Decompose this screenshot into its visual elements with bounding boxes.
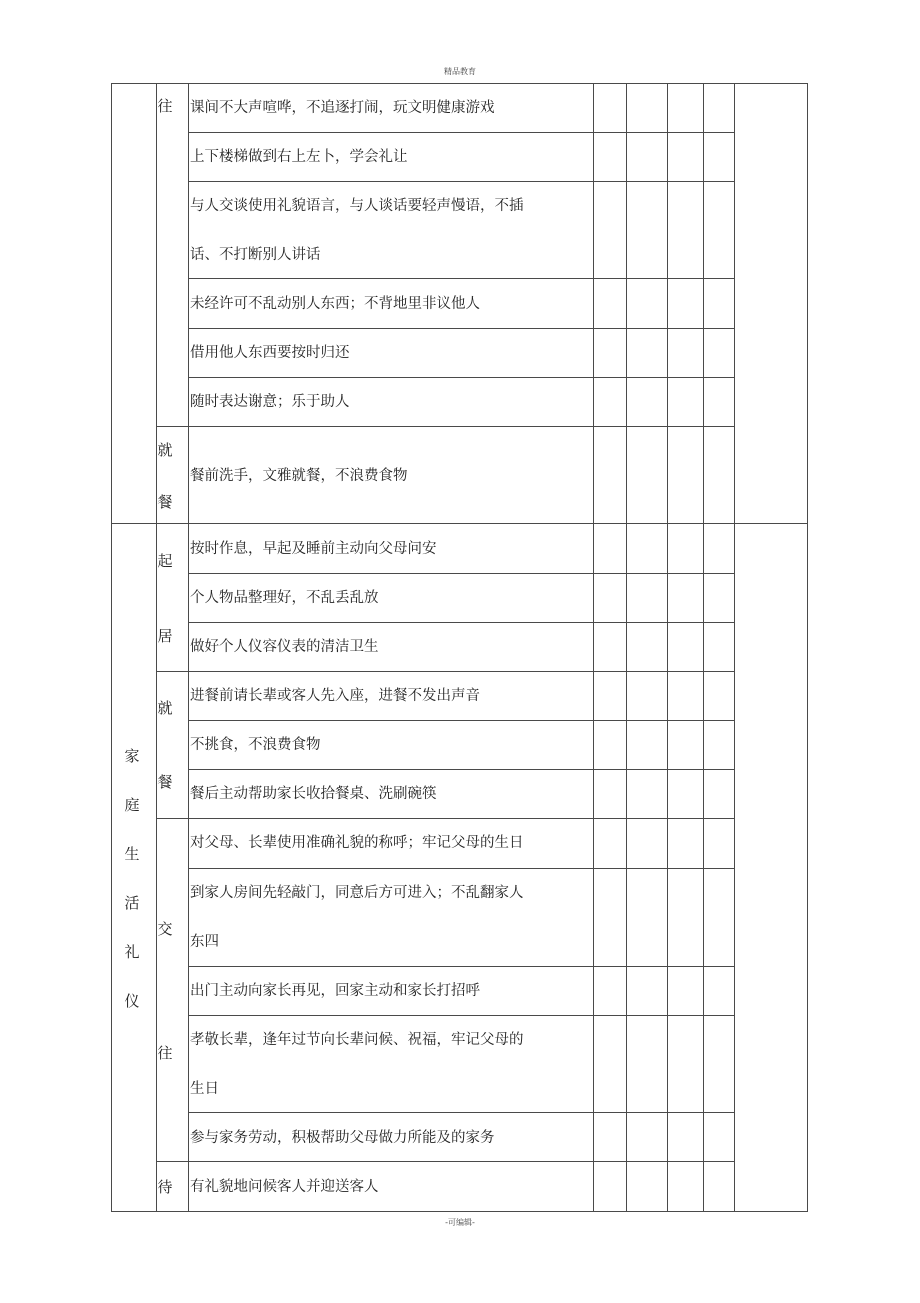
row-text: 出门主动向家长再见，回家主动和家长打招呼: [190, 983, 480, 999]
row-text: 餐后主动帮助家长收拾餐桌、洗刷碗筷: [190, 786, 437, 802]
row-line: [188, 868, 735, 869]
subcategory-jiucan-2: 餐: [157, 493, 173, 511]
row-line: [188, 966, 735, 967]
table-border-bottom: [111, 1211, 808, 1212]
subcategory-jiaowang-2: 往: [157, 1044, 173, 1062]
subcategory-qiju-1: 起: [157, 552, 173, 570]
row-line: [188, 573, 735, 574]
row-text: 课间不大声喧哗，不追逐打闹，玩文明健康游戏: [190, 100, 495, 116]
row-text: 个人物品整理好，不乱丢乱放: [190, 590, 379, 606]
col-line-score3: [667, 83, 668, 1212]
row-text: 餐前洗手，文雅就餐，不浪费食物: [190, 468, 408, 484]
row-text: 随时表达谢意；乐于助人: [190, 394, 350, 410]
row-text: 上下楼梯做到右上左卜，学会礼让: [190, 149, 408, 165]
category-label-char: 活: [124, 894, 140, 912]
row-text: 对父母、长辈使用准确礼貌的称呼；牢记父母的生日: [190, 835, 524, 851]
row-text: 参与家务劳动，积极帮助父母做力所能及的家务: [190, 1130, 495, 1146]
row-line: [156, 1161, 735, 1162]
row-text: 与人交谈使用礼貌语言，与人谈话要轻声慢语，不插: [190, 198, 524, 214]
row-line: [188, 769, 735, 770]
category-label-char: 家: [124, 747, 140, 765]
row-text: 话、不打断别人讲话: [190, 247, 321, 263]
row-text: 进餐前请长辈或客人先入座，进餐不发出声音: [190, 688, 480, 704]
row-line: [188, 132, 735, 133]
row-text: 做好个人仪容仪表的清洁卫生: [190, 639, 379, 655]
subcategory-jiucan-1: 就: [157, 441, 173, 459]
row-line: [188, 1015, 735, 1016]
row-line: [188, 1112, 735, 1113]
row-text: 到家人房间先轻敲门，同意后方可进入；不乱翻家人: [190, 885, 524, 901]
row-line: [156, 818, 735, 819]
category-label-char: 礼: [124, 943, 140, 961]
col-line-score2: [626, 83, 627, 1212]
row-text: 东四: [190, 934, 219, 950]
category-label-char: 仪: [124, 992, 140, 1010]
row-line: [188, 720, 735, 721]
table-border-top: [111, 83, 808, 84]
row-line: [188, 377, 735, 378]
row-line: [188, 278, 735, 279]
row-line: [156, 671, 735, 672]
row-line: [188, 328, 735, 329]
subcategory-jiucan-1: 就: [157, 699, 173, 717]
subcategory-dai: 待: [157, 1178, 173, 1196]
row-text: 未经许可不乱动别人东西；不背地里非议他人: [190, 296, 480, 312]
subcategory-qiju-2: 居: [157, 627, 173, 645]
col-line-score1: [593, 83, 594, 1212]
row-text: 借用他人东西要按时归还: [190, 345, 350, 361]
row-text: 按时作息，早起及睡前主动向父母问安: [190, 541, 437, 557]
table-border-right: [807, 83, 808, 1212]
col-line-desc: [188, 83, 189, 1212]
section-divider: [111, 523, 808, 524]
category-label-char: 庭: [124, 796, 140, 814]
page-footer: -可编辑-: [445, 1218, 475, 1227]
category-label-char: 生: [124, 845, 140, 863]
subcategory-jiaowang-1: 交: [157, 920, 173, 938]
row-text: 孝敬长辈，逢年过节向长辈问候、祝福，牢记父母的: [190, 1032, 524, 1048]
subcategory-wang: 往: [157, 97, 173, 115]
row-line: [188, 181, 735, 182]
row-line: [156, 426, 735, 427]
table-border-left: [111, 83, 112, 1212]
row-text: 生日: [190, 1081, 219, 1097]
row-text: 有礼貌地问候客人并迎送客人: [190, 1179, 379, 1195]
col-line-score5: [734, 83, 735, 1212]
subcategory-jiucan-2: 餐: [157, 773, 173, 791]
page-header: 精品教育: [444, 67, 476, 76]
row-text: 不挑食，不浪费食物: [190, 737, 321, 753]
row-line: [188, 622, 735, 623]
col-line-score4: [703, 83, 704, 1212]
